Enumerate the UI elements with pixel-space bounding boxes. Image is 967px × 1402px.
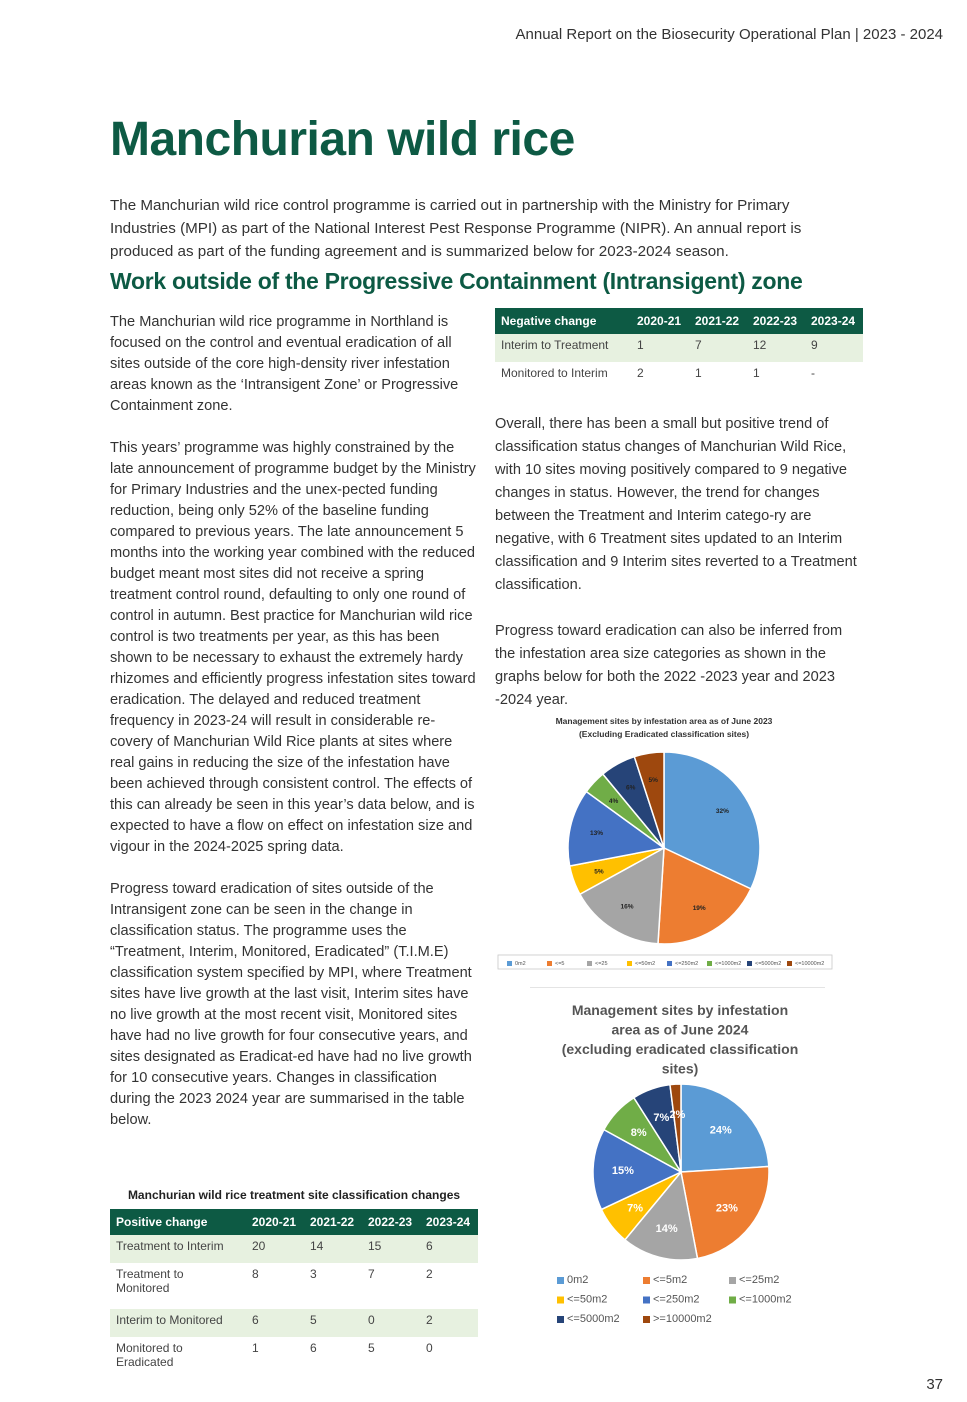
- slice-label: 2%: [669, 1108, 686, 1121]
- legend-swatch: [707, 961, 712, 966]
- divider: [530, 987, 825, 988]
- chart-title: (excluding eradicated classification: [561, 1041, 799, 1057]
- legend-swatch: [667, 961, 672, 966]
- table-cell: 1: [252, 1341, 259, 1355]
- table-cell: Treatment to Monitored: [116, 1267, 184, 1295]
- col-header: 2020-21: [246, 1209, 304, 1235]
- table-header-row: [495, 308, 863, 334]
- slice-label: 13%: [589, 830, 604, 838]
- legend-label: <=5: [555, 961, 565, 967]
- legend-label: <=5000m2: [755, 961, 782, 967]
- col-header: 2023-24: [805, 308, 863, 334]
- table-cell: 8: [252, 1267, 259, 1281]
- table-cell: 6: [246, 1309, 304, 1337]
- left-paragraph: The Manchurian wild rice programme in Northland is focused on the control and eventual eradication of all sites outside of the core high-density river infestation areas known as the ‘Intransigent Zone’ or Progressive Containment zone.: [110, 314, 459, 414]
- table-cell: 1: [631, 334, 689, 362]
- legend-label: <=50m2: [635, 961, 656, 967]
- col-header: 2020-21: [631, 308, 689, 334]
- running-header: Annual Report on the Biosecurity Operational Plan | 2023 - 2024: [515, 26, 943, 43]
- table-row: [495, 334, 863, 362]
- table-cell: Monitored to Interim: [501, 366, 608, 380]
- col-header: Positive change: [110, 1209, 246, 1235]
- legend-swatch: [729, 1277, 736, 1284]
- legend-label: >=10000m2: [653, 1313, 712, 1325]
- section-subtitle: Work outside of the Progressive Containment (Intransigent) zone: [110, 268, 803, 294]
- table-cell: -: [811, 366, 815, 380]
- table-cell: 14: [304, 1235, 362, 1263]
- table-cell: 3: [310, 1267, 317, 1281]
- legend-label: <=5m2: [653, 1274, 688, 1286]
- table-caption: Manchurian wild rice treatment site classification changes: [127, 1188, 461, 1202]
- slice-label: 6%: [625, 784, 636, 792]
- table-cell: 7: [689, 334, 747, 362]
- table-cell: 15: [362, 1235, 420, 1263]
- legend-label: 0m2: [567, 1274, 589, 1286]
- legend-label: <=1000m2: [715, 961, 742, 967]
- legend-swatch: [747, 961, 752, 966]
- slice-label: 23%: [715, 1202, 738, 1215]
- table-cell: Treatment to Interim: [110, 1235, 246, 1263]
- table-row: [110, 1309, 478, 1337]
- col-header: 2023-24: [420, 1209, 478, 1235]
- left-column: [110, 312, 476, 1152]
- table-cell: 1: [695, 366, 702, 380]
- table-cell: 5: [304, 1309, 362, 1337]
- slice-label: 4%: [608, 798, 619, 805]
- slice-label: 15%: [611, 1165, 634, 1177]
- slice-label: 5%: [594, 868, 604, 876]
- legend-swatch: [643, 1297, 650, 1304]
- table-cell: 0: [362, 1309, 420, 1337]
- table-row: [110, 1337, 478, 1383]
- left-paragraph: This years’ programme was highly constrained by the late announcement of programme budget by the Ministry for Primary Industries and the unex-pected funding reduction, being only 52% of the baseline funding compared to previous years. The late announcement 5 months into the working year combined with the reduced budget meant most sites did not receive a spring treatment control round, defaulting to only one round of control in autumn. Best practice for Manchurian wild rice control is two treatments per year, as this has been shown to be necessary to exhaust the extremely hardy rhizomes and efficiently progress infestation sites toward eradication. The delayed and reduced treatment frequency in 2023-24 will result in considerable re-covery of Manchurian Wild Rice plants at sites where real gains in reducing the size of the infestation have been achieved through consistent control. The effects of this can already be seen in this year’s data below, and is expected to have a flow on effect on infestation size and vigour in the 2024-2025 spring data.: [110, 440, 476, 855]
- col-header: 2022-23: [362, 1209, 420, 1235]
- table-cell: 2: [637, 366, 644, 380]
- slice-label: 8%: [630, 1127, 647, 1140]
- table-cell: 9: [805, 334, 863, 362]
- legend-label: <=25: [595, 961, 608, 967]
- legend-label: <=250m2: [653, 1293, 700, 1306]
- legend-swatch: [557, 1297, 564, 1304]
- table-cell: Interim to Treatment: [495, 334, 631, 362]
- col-header: 2022-23: [747, 308, 805, 334]
- chart-title: area as of June 2024: [611, 1021, 749, 1038]
- legend-label: 0m2: [515, 961, 526, 967]
- legend-swatch: [507, 961, 512, 966]
- right-paragraph: Progress toward eradication can also be inferred from the infestation area size categories as shown in the graphs below for both the 2022 -2023 year and 2023 -2024 year.: [495, 623, 843, 708]
- table-cell: 20: [246, 1235, 304, 1263]
- legend-swatch: [643, 1277, 650, 1284]
- legend-label: <=5000m2: [567, 1313, 620, 1325]
- left-paragraph: Progress toward eradication of sites outside of the Intransigent zone can be seen in the change in classification status. The programme uses the “Treatment, Interim, Monitored, Eradicated” (T.I.M.E) classification system specified by MPI, where Treatment sites have live growth at the last visit, Interim sites have no live growth at the most recent visit, Monitored sites have had no live growth for four consecutive years, and sites designated as Eradicat-ed have had no live growth for 10 consecutive years. Changes in classification during the 2023 2024 year are summarised in the table below.: [110, 881, 472, 1128]
- chart-title: Management sites by infestation: [571, 1002, 789, 1018]
- table-row: [110, 1263, 478, 1309]
- chart-title: (Excluding Eradicated classification sites): [578, 729, 750, 739]
- table-row: [495, 362, 863, 390]
- negative-change-table: [495, 308, 863, 390]
- table-header-row: [110, 1209, 478, 1235]
- legend-swatch: [643, 1316, 650, 1323]
- legend-swatch: [547, 961, 552, 966]
- positive-change-table: [110, 1209, 478, 1383]
- legend-swatch: [729, 1297, 736, 1304]
- right-paragraph: Overall, there has been a small but positive trend of classification status changes of Manchurian Wild Rice, with 10 sites moving positively compared to 9 negative changes in status. However, the trend for changes between the Treatment and Interim catego-ry are negative, with 6 Treatment sites updated to an Interim classification and 9 Interim sites reverted to a Treatment classification.: [495, 416, 857, 593]
- legend-swatch: [557, 1316, 564, 1323]
- pie-chart-2023: [497, 712, 833, 974]
- table-cell: 6: [420, 1235, 478, 1263]
- table-cell: Interim to Monitored: [110, 1309, 246, 1337]
- legend-swatch: [587, 961, 592, 966]
- page-number: 37: [926, 1376, 943, 1393]
- table-row: [110, 1235, 478, 1263]
- legend-label: <=25m2: [739, 1274, 780, 1286]
- table-cell: 6: [310, 1341, 317, 1355]
- legend-swatch: [627, 961, 632, 966]
- chart-title: sites): [661, 1060, 699, 1077]
- slice-label: 32%: [715, 808, 729, 816]
- slice-label: 7%: [653, 1112, 670, 1125]
- legend-label: <=1000m2: [739, 1293, 792, 1306]
- intro-paragraph: The Manchurian wild rice control programme is carried out in partnership with the Ministry for Primary Industries (MPI) as part of the National Interest Pest Response Programme (NIPR). An annual report is produced as part of the funding agreement and is summarized below for 2023-2024 season.: [110, 197, 802, 260]
- table-cell: 0: [426, 1341, 433, 1355]
- pie-chart-2024: [545, 1000, 815, 1330]
- table-cell: 2: [426, 1267, 433, 1281]
- page-title: Manchurian wild rice: [110, 113, 575, 166]
- col-header: Negative change: [495, 308, 631, 334]
- slice-label: 5%: [648, 777, 658, 784]
- legend-label: <=50m2: [567, 1293, 608, 1306]
- col-header: 2021-22: [689, 308, 747, 334]
- legend-swatch: [787, 961, 792, 966]
- table-cell: 2: [420, 1309, 478, 1337]
- slice-label: 19%: [692, 904, 706, 912]
- right-column: [495, 413, 865, 735]
- table-cell: 5: [368, 1341, 375, 1355]
- slice-label: 16%: [620, 903, 634, 911]
- table-cell: 12: [747, 334, 805, 362]
- table-cell: 7: [368, 1267, 375, 1281]
- slice-label: 14%: [655, 1223, 678, 1236]
- table-cell: 1: [753, 366, 760, 380]
- table-cell: Monitored to Eradicated: [116, 1341, 183, 1369]
- col-header: 2021-22: [304, 1209, 362, 1235]
- legend-swatch: [557, 1277, 564, 1284]
- chart-title: Management sites by infestation area as of June 2023: [555, 716, 773, 726]
- legend-label: <=250m2: [675, 961, 699, 967]
- legend-label: <=10000m2: [795, 961, 825, 967]
- slice-label: 7%: [627, 1202, 644, 1215]
- slice-label: 24%: [709, 1124, 732, 1137]
